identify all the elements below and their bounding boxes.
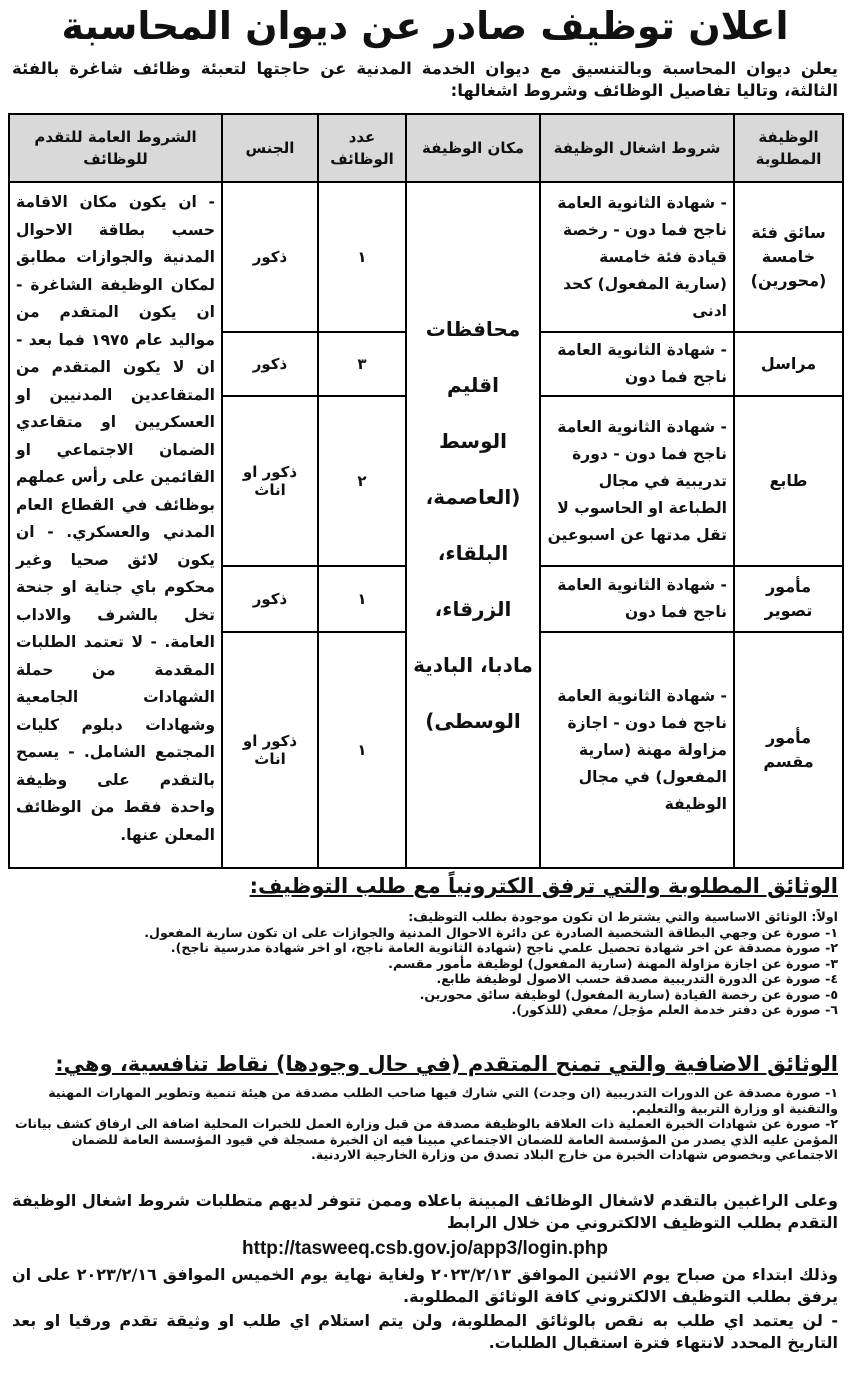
header-count: عدد الوظائف: [318, 114, 406, 182]
job-title: مأمور مقسم: [734, 632, 843, 868]
job-title: سائق فئة خامسة (محورين): [734, 182, 843, 332]
job-count: ١: [318, 566, 406, 632]
documents-heading: الوثائق المطلوبة والتي ترفق الكترونياً مع طلب التوظيف:: [249, 874, 838, 898]
jobs-table: [8, 113, 844, 869]
list-item: ٦- صورة عن دفتر خدمة العلم مؤجل/ معفي (للذكور).: [511, 1002, 838, 1017]
intro-paragraph: يعلن ديوان المحاسبة وبالتنسيق مع ديوان الخدمة المدنية عن حاجتها لتعبئة وظائف شاغرة بالفئة الثالثة، وتاليا تفاصيل الوظائف وشروط اشغالها:: [12, 59, 838, 100]
notice-paragraph: - لن يعتمد اي طلب به نقص بالوثائق المطلوبة، ولن يتم استلام اي طلب او وثيقة تقدم ورقيا او بعد التاريخ المحدد لانتهاء فترة استقبال الطلبات.: [12, 1311, 838, 1352]
list-item: ٢- صورة عن شهادات الخبرة العملية ذات العلاقة بالوظيفة مصدقة من قبل وزارة العمل للخبرات المحلية اضافة الى ارفاق كشف بيانات المؤمن عليه الذي يصدر من المؤسسة العامة للضمان الاجتماعي مبينا فيه ان الخبرة مسجلة في قيود المؤسسة العامة للضمان الاجتماعي وبخصوص شهادات الخبرة من خارج البلاد تصدق من وزارة الخارجية الاردنية.: [15, 1116, 838, 1162]
job-count: ١: [318, 632, 406, 868]
job-requirements: - شهادة الثانوية العامة ناجح فما دون - اجازة مزاولة مهنة (سارية المفعول) في مجال الوظيفة: [540, 632, 734, 868]
additional-list: [12, 1085, 838, 1163]
list-item: ٥- صورة عن رخصة القيادة (سارية المفعول) لوظيفة سائق محورين.: [419, 986, 838, 1002]
job-gender: ذكور: [222, 182, 318, 332]
header-conditions: الشروط العامة للتقدم للوظائف: [9, 114, 222, 182]
list-item: ٢- صورة مصدقة عن اخر شهادة تحصيل علمي ناجح (شهادة الثانوية العامة ناجح، او اخر شهادة مدرسية ناجح).: [170, 940, 838, 955]
dates-paragraph: وذلك ابتداء من صباح يوم الاثنين الموافق ٢٠٢٣/٢/١٣ ولغاية نهاية يوم الخميس الموافق ٢٠٢٣/٢/١٦ على ان يرفق بطلب التوظيف الالكتروني كافة الوثائق المطلوبة.: [12, 1265, 839, 1306]
list-item: ١- صورة عن وجهي البطاقة الشخصية الصادرة عن دائرة الاحوال المدنية والجوازات على ان تكون سارية المفعول.: [144, 924, 838, 940]
table-header-row: [9, 114, 843, 182]
additional-heading: الوثائق الاضافية والتي تمنح المتقدم (في حال وجودها) نقاط تنافسية، وهي:: [55, 1052, 838, 1076]
list-item: ١- صورة مصدقة عن الدورات التدريبية (ان وجدت) التي شارك فيها صاحب الطلب مصدقة من هيئة تنمية وتطوير المهارات المهنية والتقنية او وزارة التربية والتعليم.: [48, 1085, 838, 1116]
job-gender: ذكور او اناث: [222, 396, 318, 566]
job-gender: ذكور او اناث: [222, 632, 318, 868]
header-gender: الجنس: [222, 114, 318, 182]
list-item: ٣- صورة عن اجازة مزاولة المهنة (سارية المفعول) لوظيفة مأمور مقسم.: [388, 955, 838, 971]
general-conditions: - ان يكون مكان الاقامة حسب بطاقة الاحوال المدنية والجوازات مطابق لمكان الوظيفة الشاغرة - ان يكون المتقدم من مواليد عام ١٩٧٥ فما بعد - ان لا يكون المتقدم من المتقاعدين المدنيين او العسكريين او متقاعدي الضمان الاجتماعي او القائمين على رأس عملهم بوظائف في القطاع العام المدني والعسكري. - ان يكون لائق صحيا وغير محكوم باي جناية او جنحة تخل بالشرف والاداب العامة. - لا تعتمد الطلبات المقدمة من حملة الشهادات الجامعية وشهادات دبلوم كليات المجتمع الشامل. - يسمح بالتقدم على وظيفة واحدة فقط من الوظائف المعلن عنها.: [9, 182, 222, 868]
application-link[interactable]: http://tasweeq.csb.gov.jo/app3/login.php: [242, 1238, 608, 1259]
apply-paragraph: وعلى الراغبين بالتقدم لاشغال الوظائف المبينة باعلاه وممن تتوفر لديهم متطلبات شروط اشغال الوظيفة التقدم بطلب التوظيف الالكتروني من خلال الرابط: [12, 1191, 838, 1232]
job-requirements: - شهادة الثانوية العامة ناجح فما دون - رخصة قيادة فئة خامسة (سارية المفعول) كحد ادنى: [540, 182, 734, 332]
job-requirements: - شهادة الثانوية العامة ناجح فما دون - دورة تدريبية في مجال الطباعة او الحاسوب لا تقل مدتها عن اسبوعين: [540, 396, 734, 566]
documents-intro: اولاً: الوثائق الاساسية والتي يشترط ان تكون موجودة بطلب التوظيف:: [408, 909, 838, 924]
documents-list: [12, 909, 838, 1018]
job-title: طابع: [734, 396, 843, 566]
job-requirements: - شهادة الثانوية العامة ناجح فما دون: [540, 332, 734, 396]
job-place: محافظات اقليم الوسط (العاصمة، البلقاء، الزرقاء، مادبا، البادية الوسطى): [406, 182, 540, 868]
page-title: اعلان توظيف صادر عن ديوان المحاسبة: [61, 4, 789, 48]
job-title: مراسل: [734, 332, 843, 396]
job-title: مأمور تصوير: [734, 566, 843, 632]
job-count: ٣: [318, 332, 406, 396]
job-count: ٢: [318, 396, 406, 566]
table-row: [9, 182, 843, 332]
list-item: ٤- صورة عن الدورة التدريبية مصدقة حسب الاصول لوظيفة طابع.: [436, 971, 838, 986]
job-requirements: - شهادة الثانوية العامة ناجح فما دون: [540, 566, 734, 632]
header-job: الوظيفة المطلوبة: [734, 114, 843, 182]
job-gender: ذكور: [222, 566, 318, 632]
header-place: مكان الوظيفة: [406, 114, 540, 182]
job-gender: ذكور: [222, 332, 318, 396]
job-count: ١: [318, 182, 406, 332]
header-requirements: شروط اشغال الوظيفة: [540, 114, 734, 182]
